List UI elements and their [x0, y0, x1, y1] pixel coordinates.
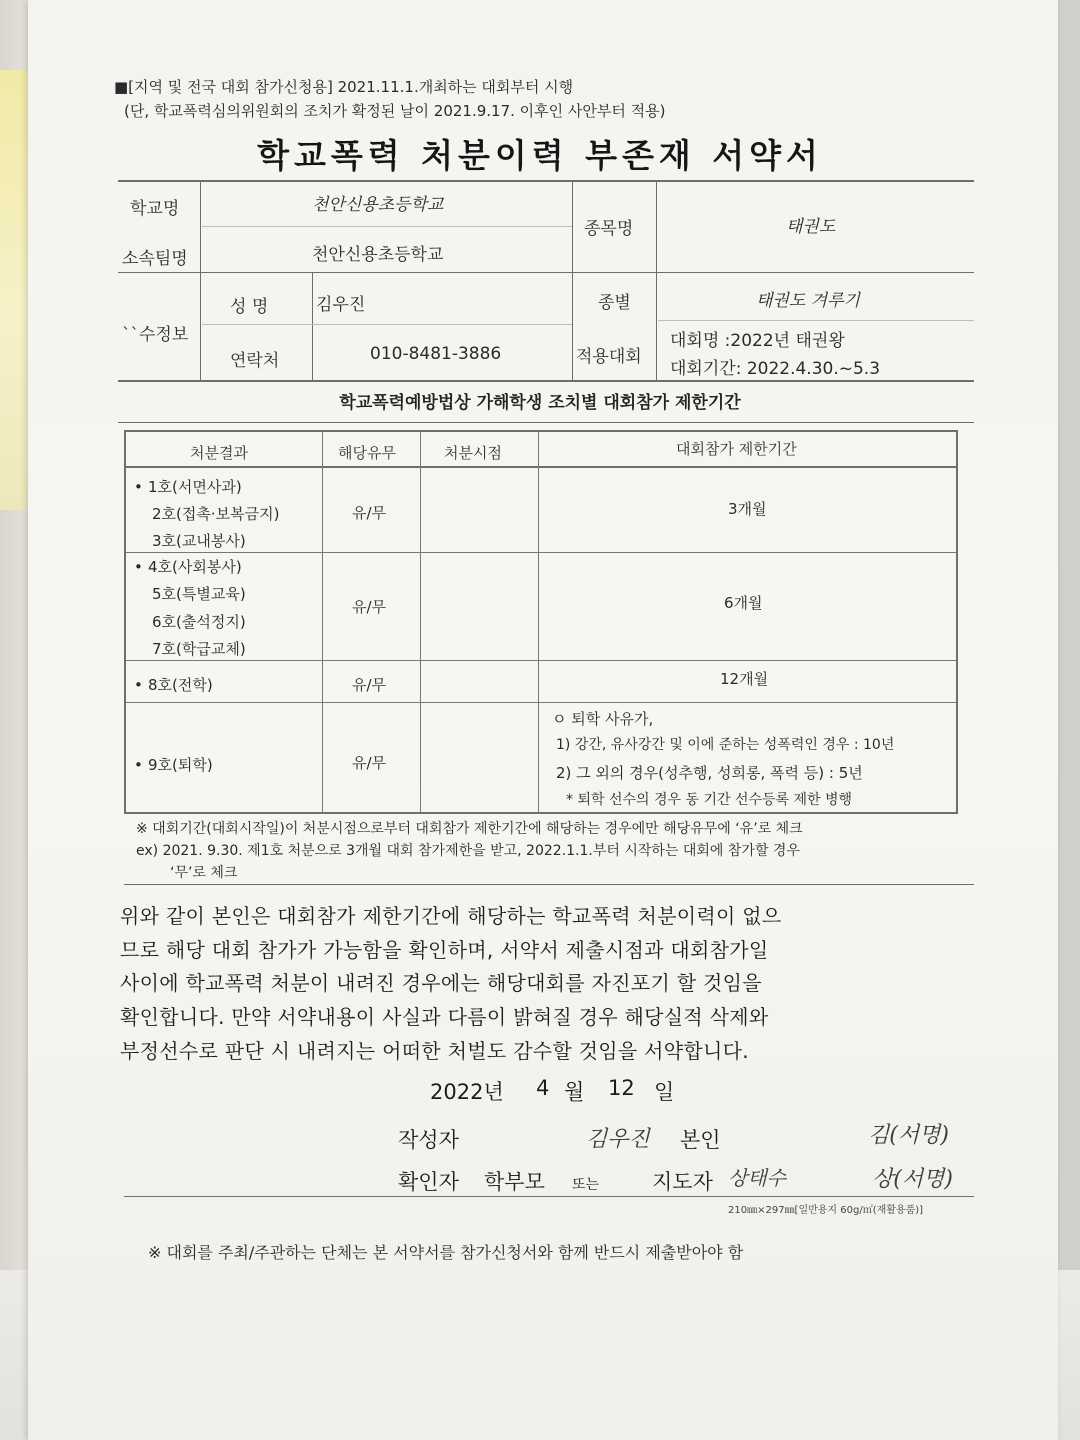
author-signature: 김(서명) [868, 1123, 949, 1148]
pledge-line: 위와 같이 본인은 대회참가 제한기간에 해당하는 학교폭력 처분이력이 없으 [120, 904, 782, 928]
notes-divider [124, 884, 974, 885]
contact-value: 010-8481-3886 [370, 344, 502, 364]
table-col-divider [322, 430, 323, 814]
date-day-label: 일 [654, 1080, 675, 1104]
author-label: 작성자 [398, 1128, 459, 1152]
table-col-divider [420, 430, 421, 814]
applicable-yn: 유/무 [352, 504, 387, 522]
table-row-divider [126, 552, 956, 553]
info-row-divider [658, 320, 974, 321]
info-divider [572, 180, 573, 380]
table-col-divider [538, 430, 539, 814]
competition-period: 대회기간: 2022.4.30.~5.3 [670, 359, 881, 379]
table-header-timing: 처분시점 [444, 444, 502, 462]
applicable-yn: 유/무 [352, 754, 387, 772]
expulsion-note: ㅇ 퇴학 사유가, [552, 710, 654, 728]
bullet-marker: • [134, 478, 143, 496]
measure-item: 4호(사회봉사) [148, 558, 242, 576]
document-paper [28, 0, 1058, 1440]
date-month: 4 [536, 1076, 550, 1100]
table-row [134, 674, 213, 695]
event-value: 태권도 [786, 217, 836, 237]
category-value: 태권도 겨루기 [756, 291, 860, 311]
team-label: 소속팀명 [122, 249, 188, 269]
measure-item: 6호(출석정지) [152, 613, 246, 631]
signature-divider [124, 1196, 974, 1197]
table-header-period: 대회참가 제한기간 [676, 440, 797, 458]
note-line-1: ※ 대회기간(대회시작일)이 처분시점으로부터 대회참가 제한기간에 해당하는 경우에만 해당유무에 ‘유’로 체크 [136, 821, 803, 837]
notice-line-1: ■[지역 및 전국 대회 참가신청용] 2021.11.1.개최하는 대회부터 시행 [114, 78, 574, 96]
pledge-line: 므로 해당 대회 참가가 가능함을 확인하며, 서약서 제출시점과 대회참가일 [120, 938, 769, 962]
table-row [134, 556, 242, 577]
applicable-yn: 유/무 [352, 598, 387, 616]
measure-item: 5호(특별교육) [152, 585, 246, 603]
date-day: 12 [608, 1076, 635, 1100]
competition-name: 대회명 :2022년 태권왕 [670, 331, 845, 351]
restriction-period: 3개월 [728, 500, 767, 518]
table-row [134, 476, 242, 497]
table-header-border [124, 466, 958, 468]
expulsion-note: * 퇴학 선수의 경우 동 기간 선수등록 제한 병행 [566, 792, 853, 808]
expulsion-note: 2) 그 외의 경우(성추행, 성희롱, 폭력 등) : 5년 [556, 764, 863, 782]
note-line-3: ‘무’로 체크 [170, 865, 238, 881]
parent-label: 학부모 [484, 1170, 545, 1194]
measure-item: 3호(교내봉사) [152, 532, 246, 550]
pledge-line: 부정선수로 판단 시 내려지는 어떠한 처벌도 감수할 것임을 서약합니다. [120, 1039, 749, 1063]
table-top-border [124, 430, 958, 432]
table-bottom-border [124, 812, 958, 814]
info-mid-border [118, 272, 974, 273]
pledge-line: 확인합니다. 만약 서약내용이 사실과 다름이 밝혀질 경우 해당실적 삭제와 [120, 1005, 769, 1029]
name-value: 김우진 [316, 295, 366, 315]
measure-item: 2호(접촉·보복금지) [152, 505, 280, 523]
notice-line-2: (단, 학교폭력심의위원회의 조치가 확정된 날이 2021.9.17. 이후인 사안부터 적용) [124, 102, 666, 120]
info-top-border [118, 180, 974, 182]
measure-item: 9호(퇴학) [148, 756, 213, 774]
info-row-divider [202, 226, 572, 227]
note-line-2: ex) 2021. 9.30. 제1호 처분으로 3개월 대회 참가제한을 받고, 2022.1.1.부터 시작하는 대회에 참가할 경우 [136, 843, 800, 859]
bullet-marker: • [134, 756, 143, 774]
footer-note: ※ 대회를 주최/주관하는 단체는 본 서약서를 참가신청서와 함께 반드시 제출받아야 함 [148, 1243, 744, 1262]
self-label: 본인 [680, 1128, 721, 1152]
coach-handwritten-name: 상태수 [728, 1166, 786, 1190]
bullet-marker: • [134, 558, 143, 576]
restriction-period: 12개월 [720, 670, 769, 688]
author-handwritten-name: 김우진 [586, 1127, 650, 1152]
measure-item: 7호(학급교체) [152, 640, 246, 658]
info-divider [200, 272, 201, 380]
coach-signature: 상(서명) [872, 1167, 953, 1192]
team-value: 천안신용초등학교 [312, 245, 444, 265]
contact-label: 연락처 [230, 351, 280, 371]
restriction-period: 6개월 [724, 594, 763, 612]
date-month-label: 월 [564, 1080, 585, 1104]
table-row [134, 754, 213, 775]
measure-item: 1호(서면사과) [148, 478, 242, 496]
section-title: 학교폭력예방법상 가해학생 조치별 대회참가 제한기간 [339, 393, 741, 413]
expulsion-note: 1) 강간, 유사강간 및 이에 준하는 성폭력인 경우 : 10년 [556, 737, 895, 753]
info-bottom-border [118, 380, 974, 382]
table-row-divider [126, 702, 956, 703]
name-label: 성 명 [230, 297, 269, 317]
competition-label: 적용대회 [576, 347, 642, 367]
table-left-border [124, 430, 126, 814]
date-year: 2022년 [430, 1080, 504, 1104]
school-label: 학교명 [130, 199, 180, 219]
category-label: 종별 [598, 293, 631, 313]
measure-item: 8호(전학) [148, 676, 213, 694]
school-value: 천안신용초등학교 [312, 195, 444, 215]
applicable-yn: 유/무 [352, 676, 387, 694]
table-header-result: 처분결과 [190, 444, 248, 462]
section-divider [118, 422, 974, 423]
personal-info-label: ``수정보 [122, 325, 189, 345]
or-label: 또는 [572, 1177, 600, 1193]
table-row-divider [126, 660, 956, 661]
confirmer-label: 확인자 [398, 1170, 459, 1194]
table-right-border [956, 430, 958, 814]
info-row-divider [202, 324, 572, 325]
event-label: 종목명 [584, 219, 634, 239]
table-header-applicable: 해당유무 [338, 444, 396, 462]
info-divider [656, 180, 657, 380]
coach-label: 지도자 [652, 1170, 713, 1194]
document-title: 학교폭력 처분이력 부존재 서약서 [257, 136, 823, 175]
info-divider [312, 272, 313, 380]
info-divider [200, 180, 201, 272]
pledge-line: 사이에 학교폭력 처분이 내려진 경우에는 해당대회를 자진포기 할 것임을 [120, 971, 762, 995]
paper-spec: 210㎜×297㎜[일반용지 60g/㎡(재활용품)] [728, 1205, 924, 1216]
bullet-marker: • [134, 676, 143, 694]
